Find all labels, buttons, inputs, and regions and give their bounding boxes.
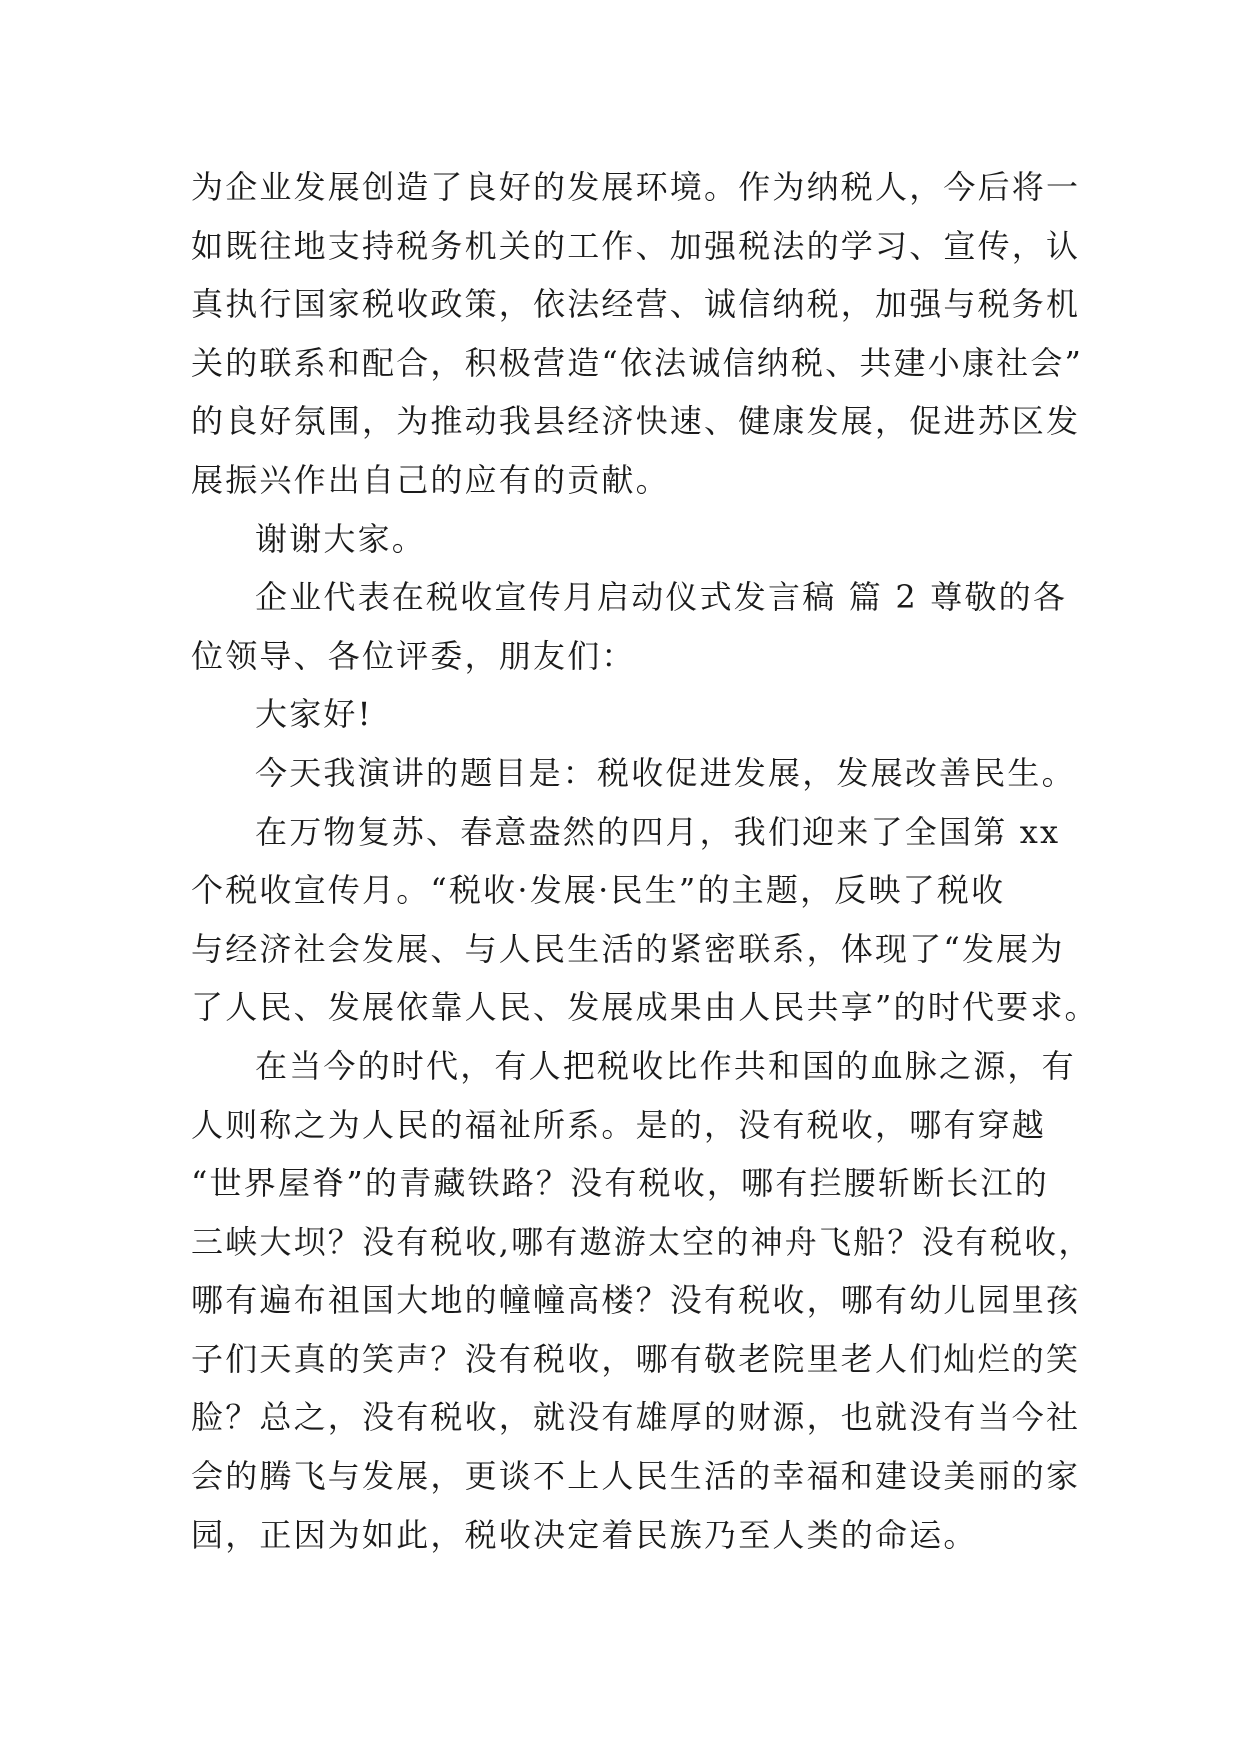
text-line: 如既往地支持税务机关的工作、加强税法的学习、宣传，认 bbox=[191, 226, 1081, 265]
text-line: 会的腾飞与发展，更谈不上人民生活的幸福和建设美丽的家 bbox=[191, 1457, 1081, 1496]
text-line: 了人民、发展依靠人民、发展成果由人民共享”的时代要求。 bbox=[191, 988, 1099, 1027]
text-line: 大家好! bbox=[255, 695, 373, 734]
text-line: 子们天真的笑声？没有税收，哪有敬老院里老人们灿烂的笑 bbox=[191, 1339, 1081, 1378]
text-line: 为企业发展创造了良好的发展环境。作为纳税人，今后将一 bbox=[191, 168, 1081, 206]
text-line: 三峡大坝？没有税收,哪有遨游太空的神舟飞船？没有税收， bbox=[191, 1222, 1093, 1261]
text-line: 人则称之为人民的福祉所系。是的，没有税收，哪有穿越 bbox=[191, 1105, 1047, 1144]
text-line: 在当今的时代，有人把税收比作共和国的血脉之源，有 bbox=[255, 1046, 1076, 1085]
text-line: 脸？总之，没有税收，就没有雄厚的财源，也就没有当今社 bbox=[191, 1398, 1081, 1437]
text-line: 个税收宣传月。“税收·发展·民生”的主题，反映了税收 bbox=[191, 871, 1006, 910]
text-line: “世界屋脊”的青藏铁路？没有税收，哪有拦腰斩断长江的 bbox=[191, 1164, 1049, 1203]
document-body bbox=[191, 158, 1099, 1564]
text-line: 位领导、各位评委，朋友们： bbox=[191, 636, 636, 675]
text-line: 展振兴作出自己的应有的贡献。 bbox=[191, 460, 670, 499]
text-line: 谢谢大家。 bbox=[255, 519, 427, 558]
text-line: 园，正因为如此，税收决定着民族乃至人类的命运。 bbox=[191, 1515, 978, 1554]
text-line: 的良好氛围，为推动我县经济快速、健康发展，促进苏区发 bbox=[191, 402, 1081, 441]
text-line: 今天我演讲的题目是：税收促进发展，发展改善民生。 bbox=[255, 753, 1076, 792]
text-line: 真执行国家税收政策，依法经营、诚信纳税，加强与税务机 bbox=[191, 285, 1081, 324]
text-line: 在万物复苏、春意盎然的四月，我们迎来了全国第 xx bbox=[255, 812, 1061, 851]
text-line: 与经济社会发展、与人民生活的紧密联系，体现了“发展为 bbox=[191, 929, 1065, 968]
text-line: 企业代表在税收宣传月启动仪式发言稿 篇 2 尊敬的各 bbox=[255, 578, 1068, 617]
text-line: 关的联系和配合，积极营造“依法诚信纳税、共建小康社会” bbox=[191, 343, 1084, 382]
text-line: 哪有遍布祖国大地的幢幢高楼？没有税收，哪有幼儿园里孩 bbox=[191, 1281, 1081, 1320]
